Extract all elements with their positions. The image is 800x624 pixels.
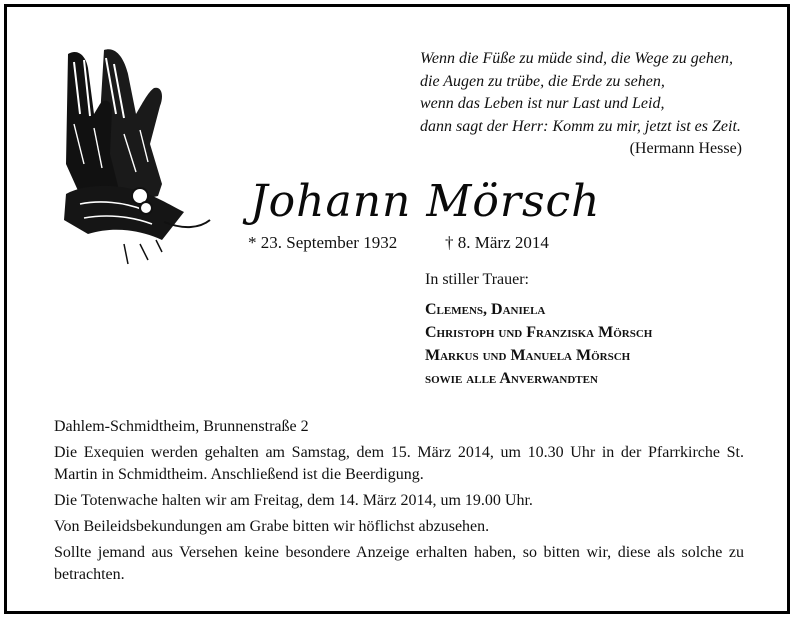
address: Dahlem-Schmidtheim, Brunnenstraße 2: [54, 418, 309, 435]
death-date: † 8. März 2014: [445, 233, 549, 252]
family-member: sowie alle Anverwandten: [425, 370, 598, 387]
poem-author: (Hermann Hesse): [629, 140, 742, 157]
beileid-text: Von Beileidsbekundungen am Grabe bitten wir höflichst abzusehen.: [54, 518, 490, 535]
anzeige-text: Sollte jemand aus Versehen keine besondere Anzeige erhalten haben, so bitten wir, diese als solche zu betrachten.: [54, 544, 744, 583]
family-member: Clemens, Daniela: [425, 301, 546, 318]
poem-line: Wenn die Füße zu müde sind, die Wege zu gehen,: [420, 50, 733, 67]
deceased-name: Johann Mörsch: [250, 176, 601, 227]
totenwache-text: Die Totenwache halten wir am Freitag, dem 14. März 2014, um 19.00 Uhr.: [54, 492, 533, 509]
poem-line: dann sagt der Herr: Komm zu mir, jetzt ist es Zeit.: [420, 117, 741, 135]
family-list: [425, 298, 652, 390]
family-member: Christoph und Franziska Mörsch: [425, 324, 653, 341]
praying-hands-icon: [44, 44, 214, 272]
poem-line: wenn das Leben ist nur Last und Leid,: [420, 95, 665, 112]
exequien-text: Die Exequien werden gehalten am Samstag, dem 15. März 2014, um 10.30 Uhr in der Pfarrkirche St. Martin in Schmidtheim. Anschließend ist die Beerdigung.: [54, 444, 744, 483]
mourners-label: In stiller Trauer:: [425, 271, 529, 288]
poem: [420, 48, 760, 161]
family-member: Markus und Manuela Mörsch: [425, 347, 631, 364]
birth-date: * 23. September 1932: [248, 233, 398, 252]
poem-line: die Augen zu trübe, die Erde zu sehen,: [420, 72, 665, 90]
funeral-info: [54, 416, 744, 590]
